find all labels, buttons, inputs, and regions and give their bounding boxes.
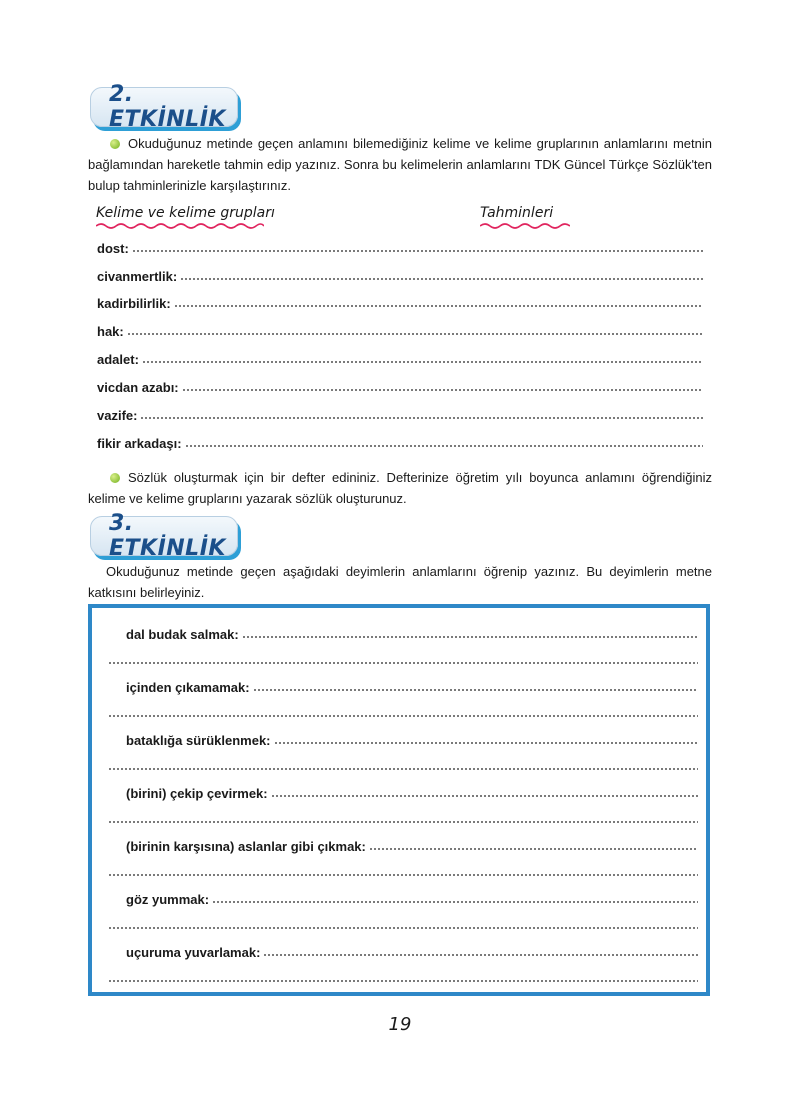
activity-3-badge <box>90 511 238 561</box>
answer-line[interactable] <box>182 388 703 392</box>
answer-line[interactable] <box>108 820 698 824</box>
answer-line[interactable] <box>127 332 703 336</box>
idiom-continuation-line <box>108 756 698 774</box>
answer-line[interactable] <box>142 360 703 364</box>
idiom-term: (birini) çekip çevirmek: <box>126 786 268 801</box>
word-term: dost: <box>97 241 129 256</box>
answer-line[interactable] <box>263 953 698 957</box>
wavy-underline-icon <box>480 221 570 231</box>
idiom-row <box>126 677 698 695</box>
answer-line[interactable] <box>140 416 703 420</box>
idiom-term: bataklığa sürüklenmek: <box>126 733 271 748</box>
activity-3-title: 3. ETKİNLİK <box>109 511 226 561</box>
idiom-row <box>126 783 698 801</box>
answer-line[interactable] <box>108 979 698 983</box>
word-term: hak: <box>97 324 124 339</box>
answer-line[interactable] <box>108 926 698 930</box>
idiom-continuation-line <box>108 915 698 933</box>
idiom-continuation-line <box>108 650 698 668</box>
answer-line[interactable] <box>132 249 703 253</box>
answer-line[interactable] <box>271 794 698 798</box>
word-row <box>97 266 703 284</box>
idiom-continuation-line <box>108 968 698 986</box>
idioms-answer-box <box>88 604 710 996</box>
activity-3-instruction: Okuduğunuz metinde geçen aşağıdaki deyimlerin anlamlarını öğrenip yazınız. Bu deyimlerin metne katkısını belirleyiniz. <box>88 564 712 600</box>
answer-line[interactable] <box>108 714 698 718</box>
activity-2-instruction: Okuduğunuz metinde geçen anlamını bilemediğiniz kelime ve kelime gruplarının anlamlarını metnin bağlamından hareketle tahmin edip yazınız. Sonra bu kelimelerin anlamlarını TDK Güncel Türkçe Sözlük'ten bulup tahminlerinizle karşılaştırınız. <box>88 136 712 193</box>
idiom-term: (birinin karşısına) aslanlar gibi çıkmak: <box>126 839 366 854</box>
answer-line[interactable] <box>108 767 698 771</box>
bullet-icon <box>110 139 120 149</box>
idiom-term: içinden çıkamamak: <box>126 680 250 695</box>
idiom-row <box>126 889 698 907</box>
column-header-guesses: Tahminleri <box>480 205 553 221</box>
answer-line[interactable] <box>369 847 698 851</box>
idiom-row <box>126 942 698 960</box>
answer-line[interactable] <box>212 900 698 904</box>
word-row <box>97 238 703 256</box>
column-header-words: Kelime ve kelime grupları <box>96 205 275 221</box>
word-term: fikir arkadaşı: <box>97 436 182 451</box>
word-row <box>97 349 703 367</box>
idiom-continuation-line <box>108 862 698 880</box>
word-term: vazife: <box>97 408 138 423</box>
bullet-icon <box>110 473 120 483</box>
answer-line[interactable] <box>253 688 698 692</box>
activity-2-note: Sözlük oluşturmak için bir defter edininiz. Defterinize öğretim yılı boyunca anlamını öğrendiğiniz kelime ve kelime gruplarını yazarak sözlük oluşturunuz. <box>88 470 712 506</box>
wavy-underline-icon <box>96 221 264 231</box>
answer-line[interactable] <box>180 277 703 281</box>
word-row <box>97 293 703 311</box>
word-row <box>97 321 703 339</box>
page-number: 19 <box>388 1014 412 1035</box>
idiom-row <box>126 624 698 642</box>
word-term: adalet: <box>97 352 139 367</box>
answer-line[interactable] <box>274 741 699 745</box>
activity-2-badge <box>90 82 238 132</box>
word-term: kadirbilirlik: <box>97 296 171 311</box>
answer-line[interactable] <box>108 873 698 877</box>
answer-line[interactable] <box>242 635 698 639</box>
idiom-term: uçuruma yuvarlamak: <box>126 945 261 960</box>
word-row <box>97 405 703 423</box>
word-term: vicdan azabı: <box>97 380 179 395</box>
idiom-row <box>126 836 698 854</box>
idiom-continuation-line <box>108 809 698 827</box>
activity-2-title: 2. ETKİNLİK <box>109 82 226 132</box>
answer-line[interactable] <box>174 304 703 308</box>
idiom-row <box>126 730 698 748</box>
idiom-term: dal budak salmak: <box>126 627 239 642</box>
answer-line[interactable] <box>108 661 698 665</box>
idiom-term: göz yummak: <box>126 892 210 907</box>
word-term: civanmertlik: <box>97 269 178 284</box>
answer-line[interactable] <box>185 444 703 448</box>
word-row <box>97 433 703 451</box>
word-row <box>97 377 703 395</box>
idiom-continuation-line <box>108 703 698 721</box>
